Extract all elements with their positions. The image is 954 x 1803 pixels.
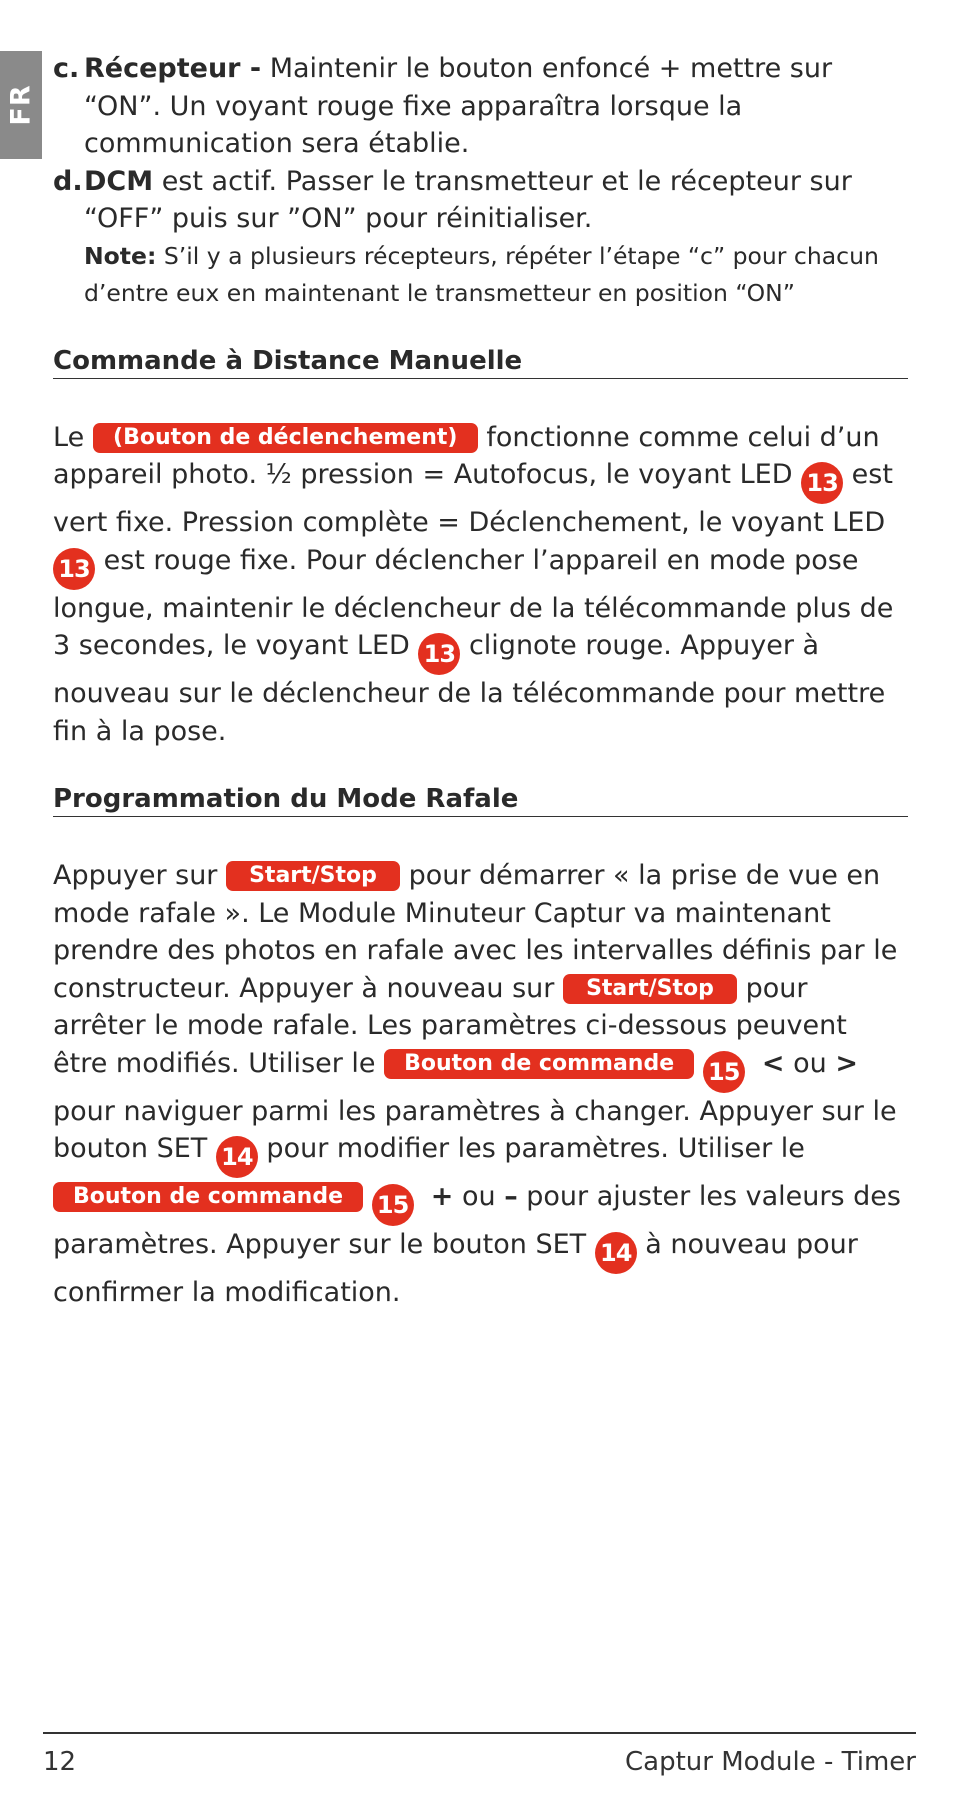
control-15-badge: 15 bbox=[372, 1184, 414, 1226]
text-run: est vert fixe. Pression complète = Déclenchement, le voyant LED bbox=[53, 459, 893, 538]
text-run: clignote rouge. Appuyer à nouveau sur le déclencheur de la télécommande pour mettre fin à la pose. bbox=[53, 630, 886, 747]
minus-symbol: – bbox=[504, 1181, 518, 1212]
step-c bbox=[53, 50, 908, 163]
led-13-badge: 13 bbox=[418, 633, 460, 675]
text-run: à nouveau pour confirmer la modification. bbox=[53, 1229, 858, 1308]
text-run: pour modifier les paramètres. Utiliser le bbox=[257, 1133, 805, 1164]
language-tab bbox=[0, 51, 42, 159]
command-button-label: Bouton de commande bbox=[384, 1049, 694, 1079]
control-15-badge: 15 bbox=[703, 1051, 745, 1093]
left-arrow-symbol: < bbox=[761, 1047, 785, 1079]
led-13-badge: 13 bbox=[801, 462, 843, 504]
right-arrow-symbol: > bbox=[835, 1047, 858, 1079]
step-d bbox=[53, 163, 908, 312]
text-run: pour naviguer parmi les paramètres à changer. Appuyer sur le bouton SET bbox=[53, 1095, 897, 1164]
step-letter: c. bbox=[53, 53, 80, 84]
page-content bbox=[53, 50, 908, 1312]
text-run: ou bbox=[784, 1047, 836, 1079]
note bbox=[84, 238, 908, 312]
page-number: 12 bbox=[43, 1747, 77, 1777]
text-run: Le bbox=[53, 421, 93, 453]
text-run: pour ajuster les valeurs des paramètres. Appuyer sur le bouton SET bbox=[53, 1181, 901, 1260]
step-text: est actif. Passer le transmetteur et le récepteur sur “OFF” puis sur ”ON” pour réinitialiser. bbox=[84, 165, 852, 234]
step-term: DCM bbox=[84, 165, 154, 197]
step-letter: d. bbox=[53, 165, 83, 197]
section-title-manual-remote: Commande à Distance Manuelle bbox=[53, 346, 908, 379]
text-run: pour démarrer « la prise de vue en mode rafale ». Le Module Minuteur Captur va maintenant prendre des photos en rafale avec les intervalles définis par le constructeur. Appuyer à nouveau sur bbox=[53, 860, 898, 1004]
step-body bbox=[84, 163, 908, 312]
text-run: pour arrêter le mode rafale. Les paramètres ci-dessous peuvent être modifiés. Utiliser le bbox=[53, 972, 847, 1079]
led-13-badge: 13 bbox=[53, 548, 95, 590]
text-run: fonctionne comme celui d’un appareil photo. ½ pression = Autofocus, le voyant LED bbox=[53, 421, 880, 490]
text-run: est rouge fixe. Pour déclencher l’appareil en mode pose longue, maintenir le déclencheur de la télécommande plus de 3 secondes, le voyant LED bbox=[53, 544, 894, 661]
set-14-badge: 14 bbox=[216, 1136, 258, 1178]
footer-divider bbox=[43, 1732, 916, 1734]
start-stop-button-label: Start/Stop bbox=[563, 974, 737, 1004]
step-term: Récepteur - bbox=[84, 53, 262, 84]
step-body bbox=[84, 50, 908, 163]
burst-mode-paragraph bbox=[53, 857, 908, 1312]
note-label: Note: bbox=[84, 241, 157, 270]
command-button-label: Bouton de commande bbox=[53, 1182, 363, 1212]
plus-symbol: + bbox=[430, 1181, 454, 1212]
set-14-badge: 14 bbox=[595, 1232, 637, 1274]
section-title-burst-mode: Programmation du Mode Rafale bbox=[53, 784, 908, 817]
language-label: FR bbox=[5, 84, 37, 126]
note-text: S’il y a plusieurs récepteurs, répéter l’étape “c” pour chacun d’entre eux en maintenant le transmetteur en position “ON” bbox=[84, 241, 879, 307]
manual-remote-paragraph bbox=[53, 419, 908, 751]
trigger-button-label: (Bouton de déclenchement) bbox=[93, 423, 478, 453]
text-run: Appuyer sur bbox=[53, 860, 226, 891]
start-stop-button-label: Start/Stop bbox=[226, 861, 400, 891]
footer-title: Captur Module - Timer bbox=[625, 1747, 916, 1777]
step-text: Maintenir le bouton enfoncé + mettre sur “ON”. Un voyant rouge fixe apparaîtra lorsque la communication sera établie. bbox=[84, 53, 833, 159]
text-run: ou bbox=[453, 1181, 505, 1212]
